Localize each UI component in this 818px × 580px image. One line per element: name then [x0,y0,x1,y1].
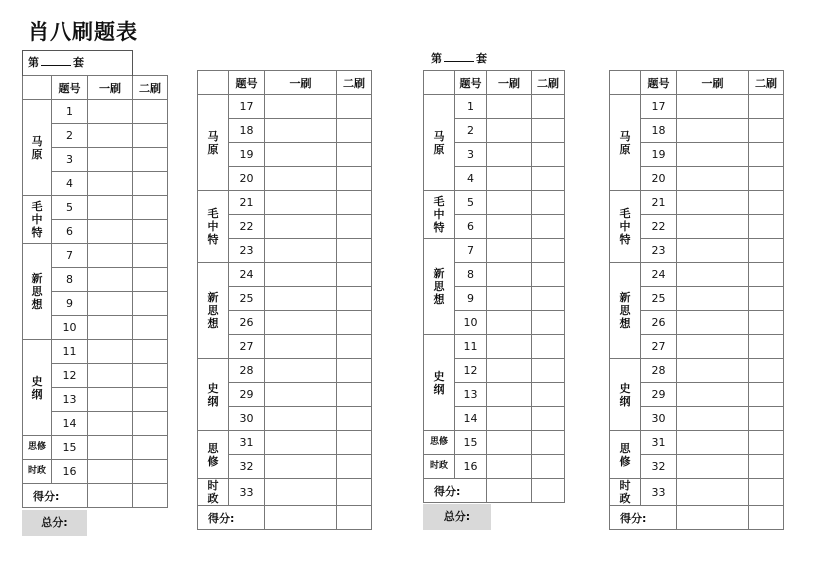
subject-label: 毛中特 [610,191,641,263]
table-row [23,340,168,364]
question-number: 16 [455,455,487,479]
score-second-pass-cell[interactable] [532,479,565,503]
second-pass-cell[interactable] [133,220,168,244]
first-pass-cell[interactable] [88,172,133,196]
question-number: 23 [229,239,265,263]
first-pass-cell[interactable] [265,455,337,479]
first-pass-cell[interactable] [677,359,749,383]
set-number-label [431,50,487,66]
subject-label: 毛中特 [23,196,52,244]
question-number: 19 [229,143,265,167]
set-label-suffix: 套 [73,56,84,69]
table-header-row [424,71,565,95]
question-number: 11 [455,335,487,359]
score-second-pass-cell[interactable] [133,484,168,508]
question-number: 11 [52,340,88,364]
question-number: 25 [641,287,677,311]
first-pass-cell[interactable] [677,239,749,263]
question-number: 13 [455,383,487,407]
second-pass-cell[interactable] [749,215,784,239]
score-table-set-2-part-1 [423,70,565,503]
set-label-prefix: 第 [28,56,39,69]
first-pass-cell[interactable] [265,119,337,143]
question-number: 33 [641,479,677,506]
first-pass-cell[interactable] [677,335,749,359]
first-pass-cell[interactable] [487,143,532,167]
table-row [23,436,168,460]
second-pass-cell[interactable] [749,431,784,455]
subject-label: 史纲 [424,335,455,431]
question-number: 29 [641,383,677,407]
set-label-suffix: 套 [476,52,487,65]
first-pass-cell[interactable] [487,383,532,407]
first-pass-cell[interactable] [677,479,749,506]
second-pass-cell[interactable] [133,436,168,460]
first-pass-cell[interactable] [487,95,532,119]
question-number: 16 [52,460,88,484]
total-score-box: 总分: [423,504,491,530]
subject-label: 时政 [424,455,455,479]
second-pass-cell[interactable] [749,119,784,143]
score-row [610,506,784,530]
table-row [424,335,565,359]
header-second-pass: 二刷 [133,76,168,100]
second-pass-cell[interactable] [133,244,168,268]
first-pass-cell[interactable] [677,263,749,287]
question-number: 8 [52,268,88,292]
subject-label: 思修 [23,436,52,460]
table-row [23,244,168,268]
question-number: 3 [52,148,88,172]
subject-label: 新思想 [23,244,52,340]
question-number: 27 [641,335,677,359]
score-first-pass-cell[interactable] [487,479,532,503]
second-pass-cell[interactable] [337,287,372,311]
subject-label: 新思想 [198,263,229,359]
second-pass-cell[interactable] [337,191,372,215]
question-number: 15 [52,436,88,460]
first-pass-cell[interactable] [677,143,749,167]
table-header-row [23,76,168,100]
table-row [198,263,372,287]
question-number: 22 [229,215,265,239]
subject-label: 马原 [23,100,52,196]
second-pass-cell[interactable] [133,124,168,148]
table-row [424,95,565,119]
second-pass-cell[interactable] [337,215,372,239]
table-row [198,191,372,215]
question-number: 28 [229,359,265,383]
question-number: 4 [455,167,487,191]
table-row [23,196,168,220]
header-subject-cell [198,71,229,95]
second-pass-cell[interactable] [749,239,784,263]
second-pass-cell[interactable] [749,335,784,359]
first-pass-cell[interactable] [487,311,532,335]
score-first-pass-cell[interactable] [677,506,749,530]
question-number: 10 [455,311,487,335]
subject-label: 马原 [424,95,455,191]
first-pass-cell[interactable] [265,95,337,119]
score-first-pass-cell[interactable] [265,506,337,530]
first-pass-cell[interactable] [677,407,749,431]
question-number: 1 [455,95,487,119]
header-subject-cell [610,71,641,95]
first-pass-cell[interactable] [265,407,337,431]
first-pass-cell[interactable] [265,311,337,335]
set-number-label [28,54,84,70]
second-pass-cell[interactable] [337,335,372,359]
header-second-pass: 二刷 [532,71,565,95]
subject-label: 时政 [610,479,641,506]
first-pass-cell[interactable] [88,268,133,292]
header-subject-cell [424,71,455,95]
header-question-number: 题号 [641,71,677,95]
score-first-pass-cell[interactable] [88,484,133,508]
first-pass-cell[interactable] [487,335,532,359]
second-pass-cell[interactable] [749,479,784,506]
second-pass-cell[interactable] [532,95,565,119]
second-pass-cell[interactable] [133,412,168,436]
question-number: 20 [641,167,677,191]
second-pass-cell[interactable] [749,359,784,383]
second-pass-cell[interactable] [532,455,565,479]
set-number-blank[interactable] [41,56,71,66]
subject-label: 新思想 [424,239,455,335]
subject-label: 史纲 [23,340,52,436]
first-pass-cell[interactable] [677,215,749,239]
second-pass-cell[interactable] [337,407,372,431]
question-number: 12 [455,359,487,383]
question-number: 24 [229,263,265,287]
second-pass-cell[interactable] [532,143,565,167]
first-pass-cell[interactable] [88,196,133,220]
second-pass-cell[interactable] [749,311,784,335]
second-pass-cell[interactable] [133,340,168,364]
second-pass-cell[interactable] [133,196,168,220]
second-pass-cell[interactable] [749,95,784,119]
first-pass-cell[interactable] [677,455,749,479]
second-pass-cell[interactable] [337,143,372,167]
question-number: 18 [641,119,677,143]
table-row [610,431,784,455]
first-pass-cell[interactable] [88,340,133,364]
second-pass-cell[interactable] [532,119,565,143]
question-number: 10 [52,316,88,340]
question-number: 14 [455,407,487,431]
first-pass-cell[interactable] [487,263,532,287]
table-row [610,479,784,506]
question-number: 5 [455,191,487,215]
first-pass-cell[interactable] [265,335,337,359]
second-pass-cell[interactable] [532,167,565,191]
table-row [424,455,565,479]
table-header-row [198,71,372,95]
question-number: 22 [641,215,677,239]
table-row [424,191,565,215]
question-number: 21 [229,191,265,215]
score-label: 得分: [198,506,265,530]
header-second-pass: 二刷 [337,71,372,95]
question-number: 27 [229,335,265,359]
subject-label: 新思想 [610,263,641,359]
header-second-pass: 二刷 [749,71,784,95]
second-pass-cell[interactable] [337,311,372,335]
page-title: 肖八刷题表 [28,20,138,44]
question-number: 6 [52,220,88,244]
second-pass-cell[interactable] [337,119,372,143]
first-pass-cell[interactable] [677,383,749,407]
table-header-row [610,71,784,95]
first-pass-cell[interactable] [677,287,749,311]
second-pass-cell[interactable] [133,148,168,172]
first-pass-cell[interactable] [265,479,337,506]
question-number: 28 [641,359,677,383]
second-pass-cell[interactable] [133,316,168,340]
second-pass-cell[interactable] [133,364,168,388]
question-number: 5 [52,196,88,220]
question-number: 7 [455,239,487,263]
header-question-number: 题号 [229,71,265,95]
table-row [23,460,168,484]
second-pass-cell[interactable] [133,268,168,292]
second-pass-cell[interactable] [749,383,784,407]
first-pass-cell[interactable] [677,167,749,191]
second-pass-cell[interactable] [532,287,565,311]
question-number: 30 [641,407,677,431]
score-second-pass-cell[interactable] [749,506,784,530]
subject-label: 马原 [610,95,641,191]
first-pass-cell[interactable] [487,455,532,479]
first-pass-cell[interactable] [487,239,532,263]
second-pass-cell[interactable] [337,431,372,455]
question-number: 24 [641,263,677,287]
first-pass-cell[interactable] [265,215,337,239]
table-row [610,191,784,215]
first-pass-cell[interactable] [677,431,749,455]
table-row [198,479,372,506]
first-pass-cell[interactable] [88,220,133,244]
question-number: 29 [229,383,265,407]
question-number: 3 [455,143,487,167]
table-row [198,95,372,119]
second-pass-cell[interactable] [337,239,372,263]
score-second-pass-cell[interactable] [337,506,372,530]
first-pass-cell[interactable] [88,100,133,124]
question-number: 2 [455,119,487,143]
header-first-pass: 一刷 [677,71,749,95]
second-pass-cell[interactable] [749,407,784,431]
first-pass-cell[interactable] [88,364,133,388]
subject-label: 思修 [610,431,641,479]
subject-label: 时政 [198,479,229,506]
question-number: 14 [52,412,88,436]
first-pass-cell[interactable] [265,143,337,167]
question-number: 31 [641,431,677,455]
second-pass-cell[interactable] [532,239,565,263]
first-pass-cell[interactable] [88,292,133,316]
question-number: 23 [641,239,677,263]
score-table-set-1-part-2 [197,70,372,530]
question-number: 1 [52,100,88,124]
score-row [424,479,565,503]
table-row [610,263,784,287]
question-number: 4 [52,172,88,196]
second-pass-cell[interactable] [133,388,168,412]
subject-label: 思修 [424,431,455,455]
first-pass-cell[interactable] [265,191,337,215]
question-number: 31 [229,431,265,455]
second-pass-cell[interactable] [337,383,372,407]
first-pass-cell[interactable] [88,460,133,484]
first-pass-cell[interactable] [88,436,133,460]
table-row [198,431,372,455]
question-number: 17 [229,95,265,119]
question-number: 19 [641,143,677,167]
score-label: 得分: [610,506,677,530]
table-row [424,239,565,263]
question-number: 21 [641,191,677,215]
first-pass-cell[interactable] [487,215,532,239]
header-question-number: 题号 [52,76,88,100]
question-number: 18 [229,119,265,143]
first-pass-cell[interactable] [265,263,337,287]
score-label: 得分: [424,479,487,503]
first-pass-cell[interactable] [88,412,133,436]
second-pass-cell[interactable] [532,359,565,383]
question-number: 32 [641,455,677,479]
first-pass-cell[interactable] [677,191,749,215]
first-pass-cell[interactable] [88,244,133,268]
second-pass-cell[interactable] [133,100,168,124]
first-pass-cell[interactable] [265,431,337,455]
second-pass-cell[interactable] [749,263,784,287]
subject-label: 马原 [198,95,229,191]
first-pass-cell[interactable] [677,311,749,335]
second-pass-cell[interactable] [532,431,565,455]
question-number: 9 [52,292,88,316]
first-pass-cell[interactable] [265,287,337,311]
header-subject-cell [23,76,52,100]
second-pass-cell[interactable] [532,335,565,359]
second-pass-cell[interactable] [337,455,372,479]
first-pass-cell[interactable] [88,124,133,148]
subject-label: 史纲 [610,359,641,431]
first-pass-cell[interactable] [487,431,532,455]
question-number: 12 [52,364,88,388]
second-pass-cell[interactable] [532,191,565,215]
second-pass-cell[interactable] [532,383,565,407]
first-pass-cell[interactable] [487,167,532,191]
header-question-number: 题号 [455,71,487,95]
second-pass-cell[interactable] [532,407,565,431]
table-row [23,100,168,124]
header-first-pass: 一刷 [265,71,337,95]
table-row [610,95,784,119]
question-number: 2 [52,124,88,148]
question-number: 30 [229,407,265,431]
first-pass-cell[interactable] [487,287,532,311]
subject-label: 史纲 [198,359,229,431]
second-pass-cell[interactable] [337,359,372,383]
first-pass-cell[interactable] [487,407,532,431]
second-pass-cell[interactable] [337,263,372,287]
question-number: 17 [641,95,677,119]
score-table-set-2-part-2 [609,70,784,530]
question-number: 9 [455,287,487,311]
table-row [198,359,372,383]
first-pass-cell[interactable] [487,191,532,215]
question-number: 33 [229,479,265,506]
second-pass-cell[interactable] [532,263,565,287]
first-pass-cell[interactable] [677,119,749,143]
second-pass-cell[interactable] [749,167,784,191]
first-pass-cell[interactable] [88,316,133,340]
subject-label: 思修 [198,431,229,479]
second-pass-cell[interactable] [337,479,372,506]
question-number: 26 [229,311,265,335]
question-number: 15 [455,431,487,455]
second-pass-cell[interactable] [337,95,372,119]
question-number: 26 [641,311,677,335]
first-pass-cell[interactable] [88,148,133,172]
header-first-pass: 一刷 [487,71,532,95]
score-table-set-1-part-1 [22,75,168,508]
table-row [610,359,784,383]
question-number: 13 [52,388,88,412]
question-number: 8 [455,263,487,287]
subject-label: 时政 [23,460,52,484]
question-number: 20 [229,167,265,191]
second-pass-cell[interactable] [133,292,168,316]
first-pass-cell[interactable] [265,167,337,191]
score-label: 得分: [23,484,88,508]
second-pass-cell[interactable] [749,455,784,479]
first-pass-cell[interactable] [265,359,337,383]
question-number: 32 [229,455,265,479]
first-pass-cell[interactable] [487,119,532,143]
second-pass-cell[interactable] [532,311,565,335]
second-pass-cell[interactable] [337,167,372,191]
second-pass-cell[interactable] [749,143,784,167]
header-first-pass: 一刷 [88,76,133,100]
second-pass-cell[interactable] [749,191,784,215]
second-pass-cell[interactable] [133,460,168,484]
question-number: 7 [52,244,88,268]
question-number: 6 [455,215,487,239]
score-row [23,484,168,508]
first-pass-cell[interactable] [677,95,749,119]
first-pass-cell[interactable] [265,383,337,407]
subject-label: 毛中特 [424,191,455,239]
first-pass-cell[interactable] [487,359,532,383]
set-number-blank[interactable] [444,52,474,62]
first-pass-cell[interactable] [265,239,337,263]
second-pass-cell[interactable] [749,287,784,311]
set-label-prefix: 第 [431,52,442,65]
score-row [198,506,372,530]
table-row [424,431,565,455]
subject-label: 毛中特 [198,191,229,263]
second-pass-cell[interactable] [133,172,168,196]
total-score-box: 总分: [22,510,87,536]
first-pass-cell[interactable] [88,388,133,412]
second-pass-cell[interactable] [532,215,565,239]
question-number: 25 [229,287,265,311]
